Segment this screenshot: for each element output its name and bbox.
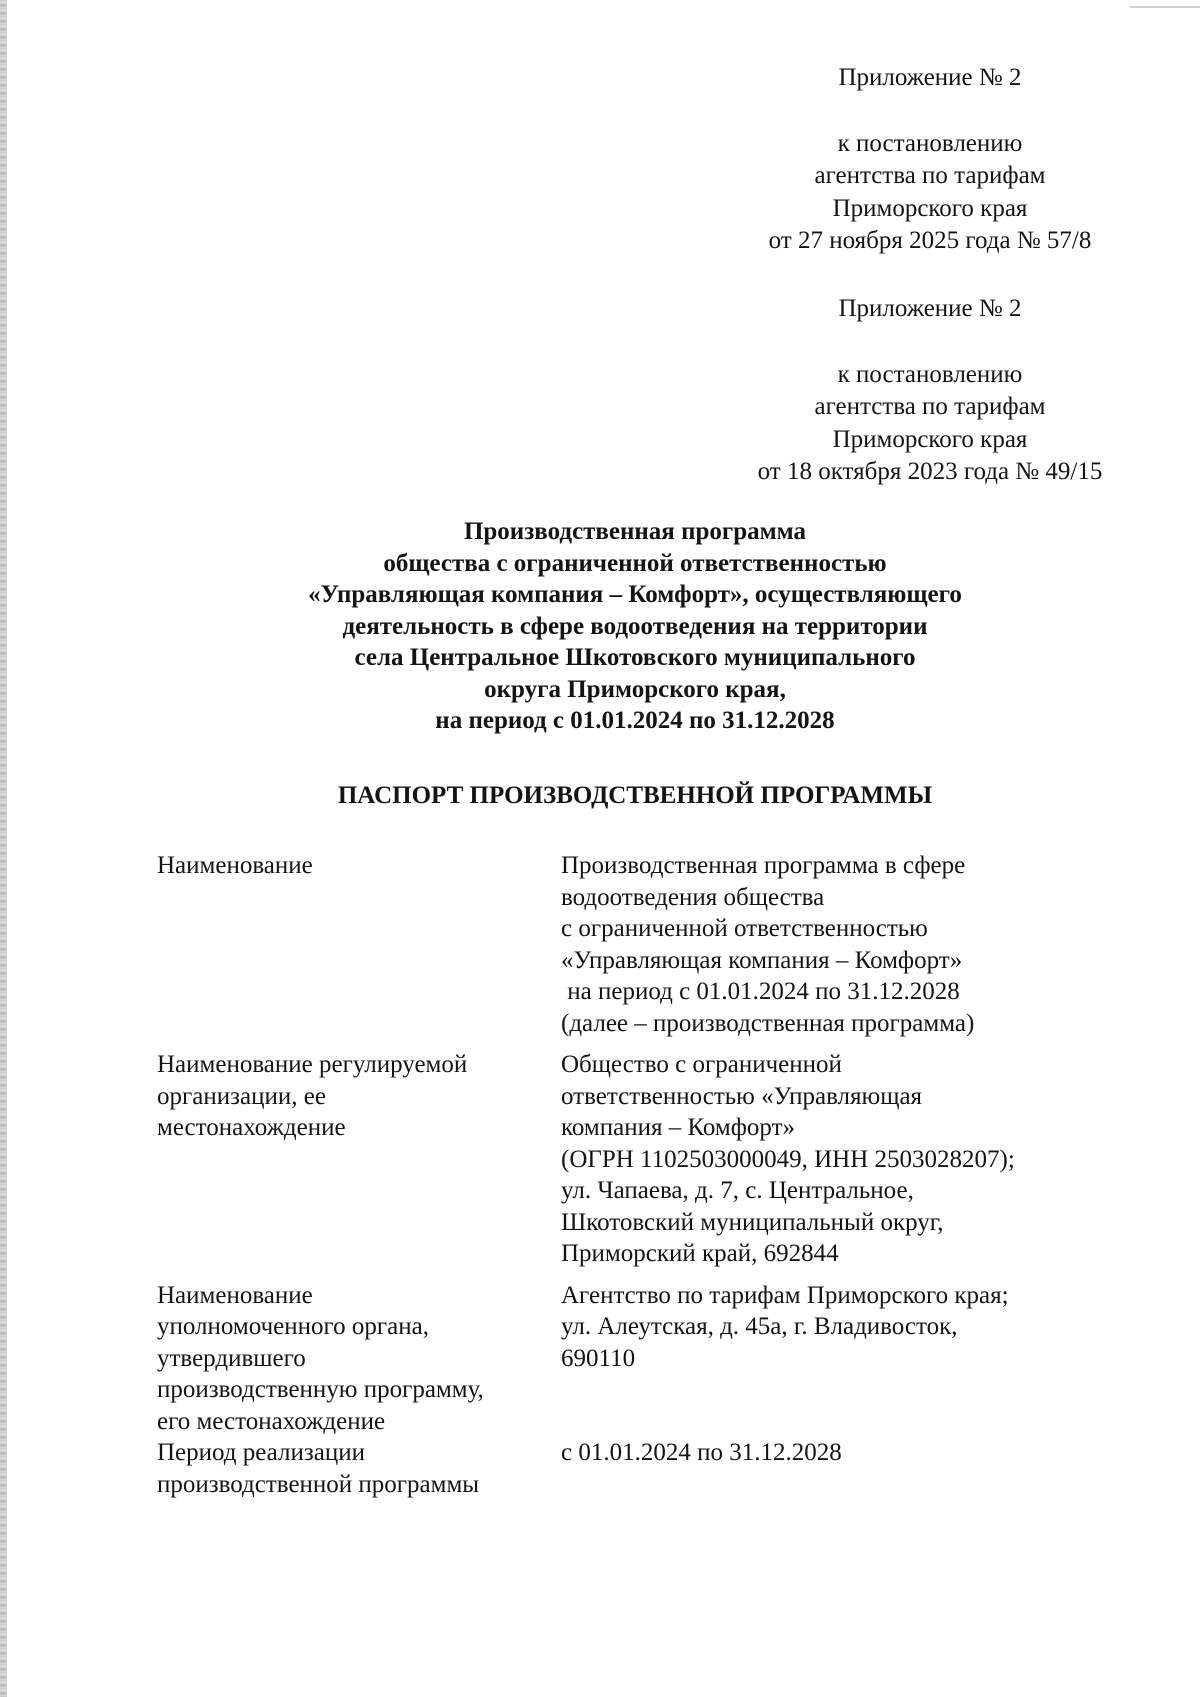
title-line: села Центральное Шкотовского муниципального [354,644,916,671]
scan-corner-mark [1130,0,1200,8]
appendix-line: Приморского края [832,425,1028,453]
value-line: «Управляющая компания – Комфорт» [561,946,963,974]
passport-row-authority [157,1280,1117,1438]
label-line: производственной программы [157,1470,480,1498]
label-line: производственную программу, [157,1376,484,1403]
value-line: водоотведения общества [561,883,825,911]
appendix-line: агентства по тарифам [814,162,1046,189]
appendix-label: Приложение № 2 [838,64,1022,91]
passport-heading: ПАСПОРТ ПРОИЗВОДСТВЕННОЙ ПРОГРАММЫ [337,782,933,809]
value-line: Шкотовский муниципальный округ, [561,1208,944,1236]
label-line: Период реализации [157,1439,365,1466]
label-line: организации, ее [157,1082,326,1110]
value-line: ответственностью «Управляющая [561,1082,923,1110]
title-line: округа Приморского края, [484,675,786,703]
title-line: Производственная программа [463,518,807,545]
value-line: (ОГРН 1102503000049, ИНН 2503028207); [561,1145,1015,1173]
appendix-label: Приложение № 2 [838,295,1022,322]
appendix-date-number: от 27 ноября 2025 года № 57/8 [768,227,1092,254]
value-line: ул. Чапаева, д. 7, с. Центральное, [561,1177,914,1204]
passport-row-value [561,850,1117,1039]
passport-row-period [157,1437,1117,1500]
value-line: с 01.01.2024 по 31.12.2028 [561,1439,842,1466]
appendix-header-current [700,62,1160,258]
label-line: местонахождение [157,1114,346,1141]
label-line: Наименование регулируемой [157,1051,468,1078]
passport-row-value [561,1437,1117,1500]
value-line: 690110 [561,1344,636,1372]
value-line: (далее – производственная программа) [561,1009,975,1037]
label-line: Наименование [157,1281,313,1309]
label-line: уполномоченного органа, [157,1313,429,1340]
appendix-date-number: от 18 октября 2023 года № 49/15 [757,458,1103,485]
title-line: «Управляющая компания – Комфорт», осуществляющего [308,581,962,608]
passport-row-label [157,1437,561,1500]
label-line: Наименование [157,852,313,879]
label-line: его местонахождение [157,1407,386,1435]
passport-row-label [157,1280,561,1438]
passport-row-label [157,850,561,1039]
title-line: на период с 01.01.2024 по 31.12.2028 [435,707,835,734]
passport-row-organization [157,1049,1117,1270]
value-line: Производственная программа в сфере [561,852,966,879]
appendix-line: к постановлению [837,129,1023,157]
passport-table [157,850,1117,1510]
appendix-line: агентства по тарифам [814,393,1046,420]
title-line: деятельность в сфере водоотведения на территории [342,612,928,640]
scan-page-edge [0,0,7,1697]
document-title [160,516,1110,737]
value-line: Общество с ограниченной [561,1051,842,1078]
title-line: общества с ограниченной ответственностью [383,549,887,577]
value-line: компания – Комфорт» [561,1114,796,1141]
value-line: на период с 01.01.2024 по 31.12.2028 [561,978,960,1005]
value-line: с ограниченной ответственностью [561,915,928,942]
value-line: Агентство по тарифам Приморского края; [561,1281,1009,1309]
passport-row-name [157,850,1117,1039]
appendix-line: Приморского края [832,194,1028,222]
passport-row-value [561,1049,1117,1270]
value-line: Приморский край, 692844 [561,1240,839,1267]
appendix-header-original [700,293,1160,489]
appendix-line: к постановлению [837,360,1023,388]
passport-row-label [157,1049,561,1270]
passport-row-value [561,1280,1117,1438]
label-line: утвердившего [157,1344,306,1372]
value-line: ул. Алеутская, д. 45а, г. Владивосток, [561,1313,958,1340]
